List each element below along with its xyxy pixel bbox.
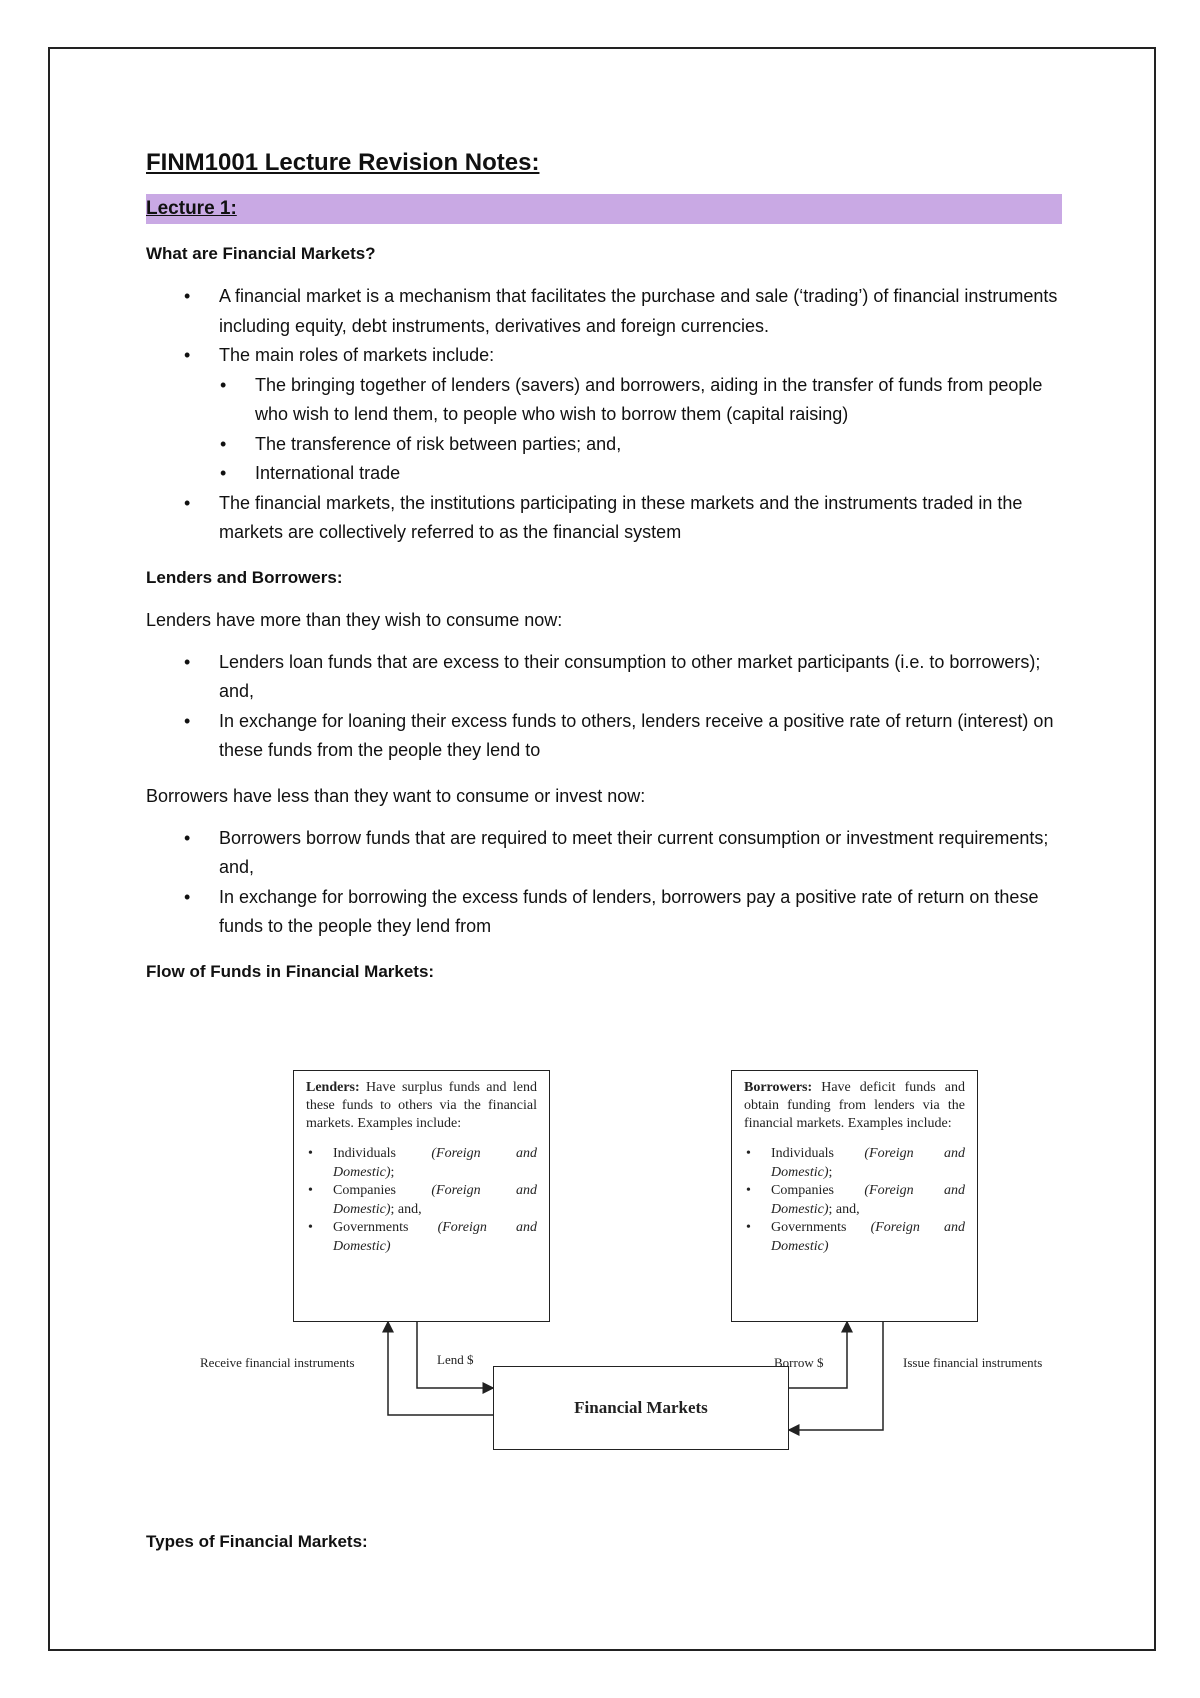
list-item: • In exchange for loaning their excess funds to others, lenders receive a positive rate of return (interest) on these funds from the people they lend to [146,707,1062,766]
lenders-list [146,648,1062,766]
borrowers-list [146,824,1062,942]
list-item: • A financial market is a mechanism that facilitates the purchase and sale (‘trading’) of financial instruments including equity, debt instruments, derivatives and foreign currencies. [146,282,1062,341]
financial-markets-list [146,282,1062,548]
list-item: • Individuals (Foreign and Domestic); [306,1145,537,1182]
list-item: • The main roles of markets include: [146,341,1062,371]
flow-of-funds-diagram [190,1060,1070,1480]
list-item: • Lenders loan funds that are excess to their consumption to other market participants (i.e. to borrowers); and, [146,648,1062,707]
list-item: • Companies (Foreign and Domestic); and, [744,1182,965,1219]
receive-instruments-arrow [388,1322,495,1415]
list-item: • Individuals (Foreign and Domestic); [744,1145,965,1182]
list-item: • Governments (Foreign and Domestic) [744,1219,965,1256]
section-heading-flow-of-funds: Flow of Funds in Financial Markets: [146,961,435,981]
list-item: • Companies (Foreign and Domestic); and, [306,1182,537,1219]
list-item: • The bringing together of lenders (savers) and borrowers, aiding in the transfer of funds from people who wish to lend them, to people who wish to borrow them (capital raising) [146,371,1062,430]
section-heading-types: Types of Financial Markets: [146,1532,368,1551]
section-heading-financial-markets: What are Financial Markets? [146,244,376,263]
list-item: • The financial markets, the institutions participating in these markets and the instruments traded in the markets are collectively referred to as the financial system [146,489,1062,548]
borrowers-description: Borrowers: Have deficit funds and obtain funding from lenders via the financial markets. Examples include: [744,1080,965,1131]
issue-instruments-arrow [789,1322,883,1430]
borrowers-examples [744,1145,965,1256]
list-item: • International trade [146,459,1062,489]
page-title: FINM1001 Lecture Revision Notes: [146,149,540,176]
lenders-box [293,1070,550,1322]
issue-instruments-label: Issue financial instruments [903,1355,1043,1370]
borrow-money-label: Borrow $ [774,1355,824,1370]
borrowers-intro: Borrowers have less than they want to consume or invest now: [146,785,646,806]
lenders-description: Lenders: Have surplus funds and lend these funds to others via the financial markets. Examples include: [306,1080,537,1131]
list-item: • Governments (Foreign and Domestic) [306,1219,537,1256]
receive-instruments-label: Receive financial instruments [200,1355,355,1370]
lecture-label: Lecture 1: [146,198,237,219]
list-item: • In exchange for borrowing the excess funds of lenders, borrowers pay a positive rate of return on these funds to the people they lend from [146,883,1062,942]
financial-markets-box: Financial Markets [493,1366,789,1450]
section-heading-lenders-borrowers: Lenders and Borrowers: [146,567,343,587]
list-item: • Borrowers borrow funds that are required to meet their current consumption or investment requirements; and, [146,824,1062,883]
lenders-examples [306,1145,537,1256]
lend-money-label: Lend $ [437,1352,474,1367]
list-item: • The transference of risk between parties; and, [146,430,1062,460]
lecture-banner [146,194,1062,224]
borrowers-box [731,1070,978,1322]
lenders-intro: Lenders have more than they wish to consume now: [146,609,563,630]
document-body [146,146,1062,984]
